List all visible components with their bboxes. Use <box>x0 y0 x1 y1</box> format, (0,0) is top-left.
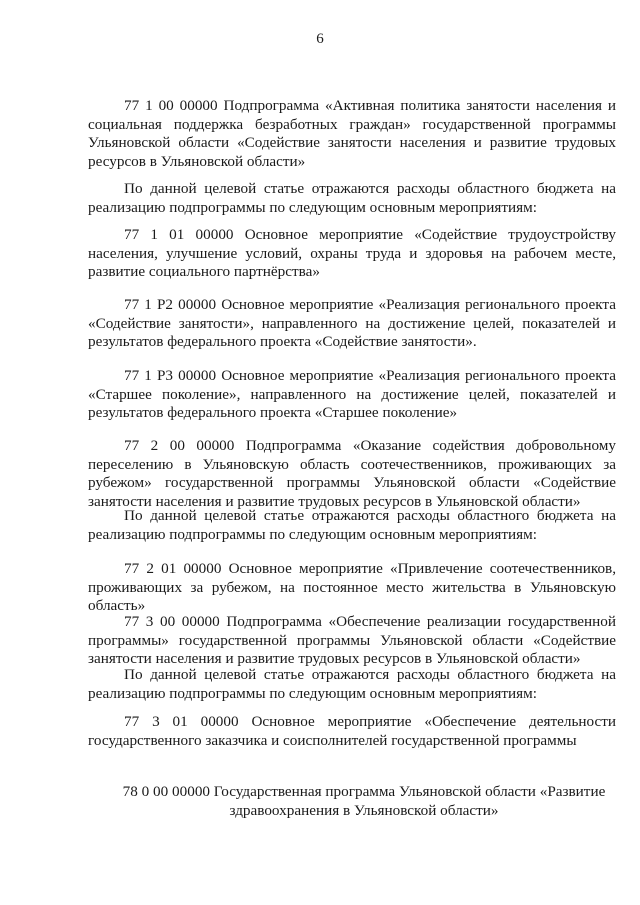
paragraph-expenses-77-3: По данной целевой статье отражаются расходы областного бюджета на реализацию подпрограммы по следующим основным мероприятиям: <box>88 666 616 702</box>
activity-77-1-p3: 77 1 P3 00000 Основное мероприятие «Реализация регионального проекта «Старшее поколение», направленного на достижение целей, показателей и результатов федерального проекта «Старшее поколение» <box>88 367 616 421</box>
activity-77-1-01: 77 1 01 00000 Основное мероприятие «Содействие трудоустройству населения, улучшение условий, охраны труда и здоровья на рабочем месте, развитие социального партнёрства» <box>88 226 616 280</box>
paragraph-expenses-77-2: По данной целевой статье отражаются расходы областного бюджета на реализацию подпрограммы по следующим основным мероприятиям: <box>88 507 616 543</box>
subprogram-77-1-heading: 77 1 00 00000 Подпрограмма «Активная политика занятости населения и социальная поддержка безработных граждан» государственной программы Ульяновской области «Содействие занятости населения и развитие трудовых ресурсов в Ульяновской области» <box>88 97 616 170</box>
subprogram-77-2-heading: 77 2 00 00000 Подпрограмма «Оказание содействия добровольному переселению в Ульяновскую область соотечественников, проживающих за рубежом» государственной программы Ульяновской области «Содействие занятости населения и развитие трудовых ресурсов в Ульяновской области» <box>88 437 616 510</box>
activity-77-1-p2: 77 1 P2 00000 Основное мероприятие «Реализация регионального проекта «Содействие занятости», направленного на достижение целей, показателей и результатов федерального проекта «Содействие занятости». <box>88 296 616 350</box>
program-78-heading: 78 0 00 00000 Государственная программа Ульяновской области «Развитие здравоохранения в Ульяновской области» <box>122 783 606 819</box>
page-number: 6 <box>316 31 324 47</box>
activity-77-3-01: 77 3 01 00000 Основное мероприятие «Обеспечение деятельности государственного заказчика и соисполнителей государственной программы <box>88 713 616 749</box>
subprogram-77-3-heading: 77 3 00 00000 Подпрограмма «Обеспечение реализации государственной программы» государственной программы Ульяновской области «Содействие занятости населения и развитие трудовых ресурсов в Ульяновской области» <box>88 613 616 667</box>
activity-77-2-01: 77 2 01 00000 Основное мероприятие «Привлечение соотечественников, проживающих за рубежом, на постоянное место жительства в Ульяновскую область» <box>88 560 616 614</box>
paragraph-expenses-77-1: По данной целевой статье отражаются расходы областного бюджета на реализацию подпрограммы по следующим основным мероприятиям: <box>88 180 616 216</box>
